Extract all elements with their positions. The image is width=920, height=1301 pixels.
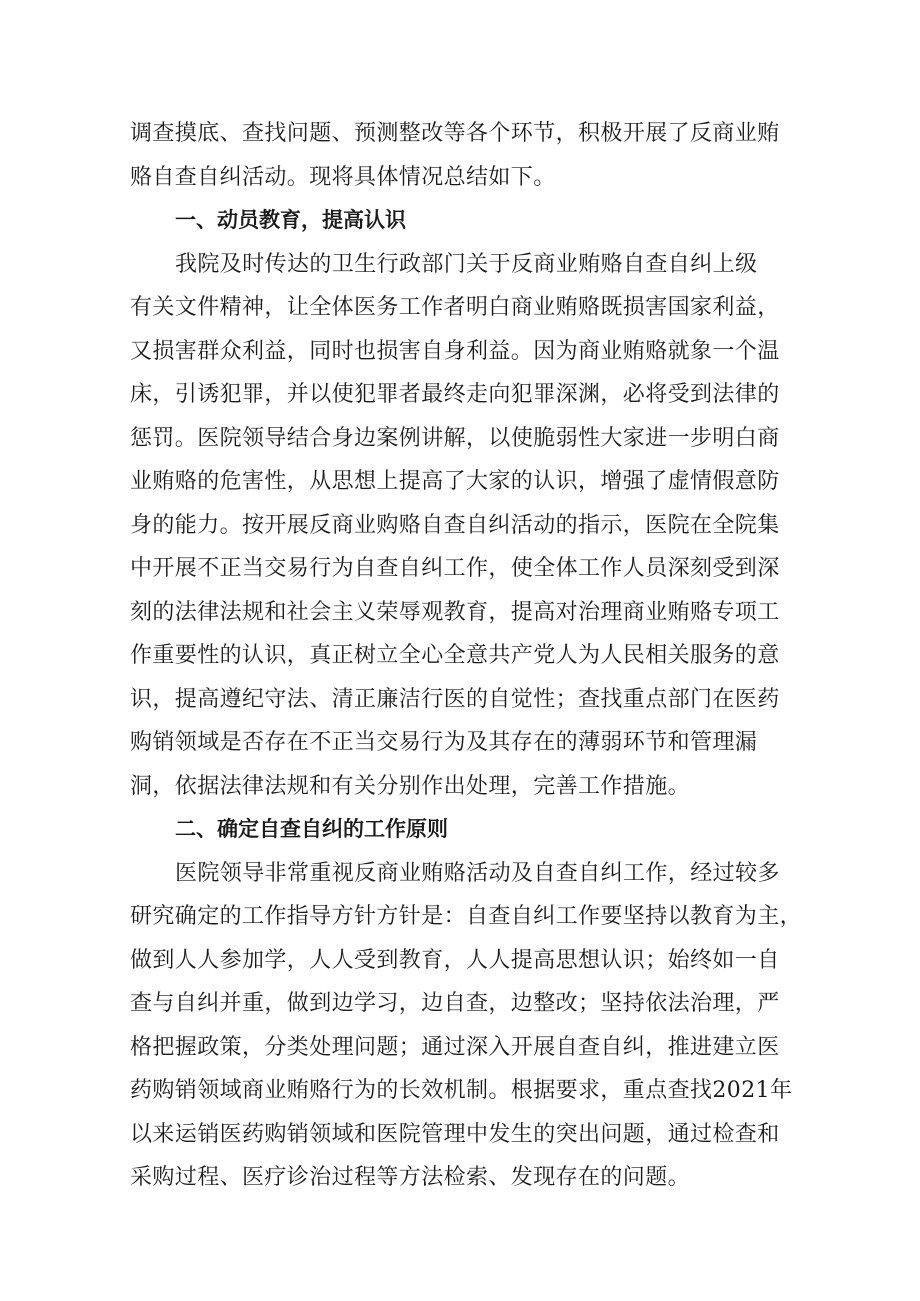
text-line: 洞，依据法律法规和有关分别作出处理，完善工作措施。 [130, 773, 691, 799]
text-line: 药购销领域商业贿赂行为的长效机制。根据要求，重点查找2021年 [130, 1078, 793, 1103]
text-line: 研究确定的工作指导方针方针是：自查自纠工作要坚持以教育为主， [130, 904, 803, 929]
text-line: 中开展不正当交易行为自查自纠工作，使全体工作人员深刻受到深 [130, 556, 780, 581]
text-line: 身的能力。按开展反商业购赂自查自纠活动的指示，医院在全院集 [130, 512, 780, 538]
section-heading-2: 二、确定自查自纠的工作原则 [175, 817, 448, 841]
text-line: 以来运销医药购销领域和医院管理中发生的突出问题，通过检查和 [130, 1121, 780, 1147]
section1-paragraph [130, 243, 800, 809]
text-line: 采购过程、医疗诊治过程等方法检索、发现存在的问题。 [130, 1165, 691, 1190]
text-line: 识，提高遵纪守法、清正廉洁行医的自觉性；查找重点部门在医药 [130, 686, 780, 712]
text-line: 赂自查自纠活动。现将具体情况总结如下。 [130, 164, 556, 190]
text-line: 作重要性的认识，真正树立全心全意共产党人为人民相关服务的意 [130, 643, 780, 668]
text-line: 又损害群众利益，同时也损害自身利益。因为商业贿赂就象一个温 [130, 338, 780, 364]
section2-paragraph [130, 852, 803, 1200]
text-line: 床，引诱犯罪，并以使犯罪者最终走向犯罪深渊，必将受到法律的 [130, 382, 780, 407]
text-line: 有关文件精神，让全体医务工作者明白商业贿赂既损害国家利益， [130, 295, 780, 320]
text-line: 做到人人参加学，人人受到教育，人人提高思想认识；始终如一自 [130, 947, 780, 973]
intro-paragraph [130, 112, 800, 199]
text-line: 格把握政策，分类处理问题；通过深入开展自查自纠，推进建立医 [130, 1034, 780, 1060]
text-line: 惩罚。医院领导结合身边案例讲解，以使脆弱性大家进一步明白商 [130, 425, 780, 451]
text-line: 刻的法律法规和社会主义荣辱观教育，提高对治理商业贿赂专项工 [130, 599, 780, 625]
section-heading-1: 一、动员教育，提高认识 [175, 208, 406, 232]
text-line: 业贿赂的危害性，从思想上提高了大家的认识，增强了虚情假意防 [130, 469, 780, 494]
text-line: 我院及时传达的卫生行政部门关于反商业贿赂自查自纠上级 [175, 251, 758, 277]
text-line: 购销领域是否存在不正当交易行为及其存在的薄弱环节和管理漏 [130, 730, 758, 755]
text-line: 调查摸底、查找问题、预测整改等各个环节，积极开展了反商业贿 [130, 121, 780, 146]
text-line: 查与自纠并重，做到边学习，边自查，边整改；坚持依法治理，严 [130, 991, 780, 1016]
text-line: 医院领导非常重视反商业贿赂活动及自查自纠工作，经过较多 [175, 860, 780, 886]
